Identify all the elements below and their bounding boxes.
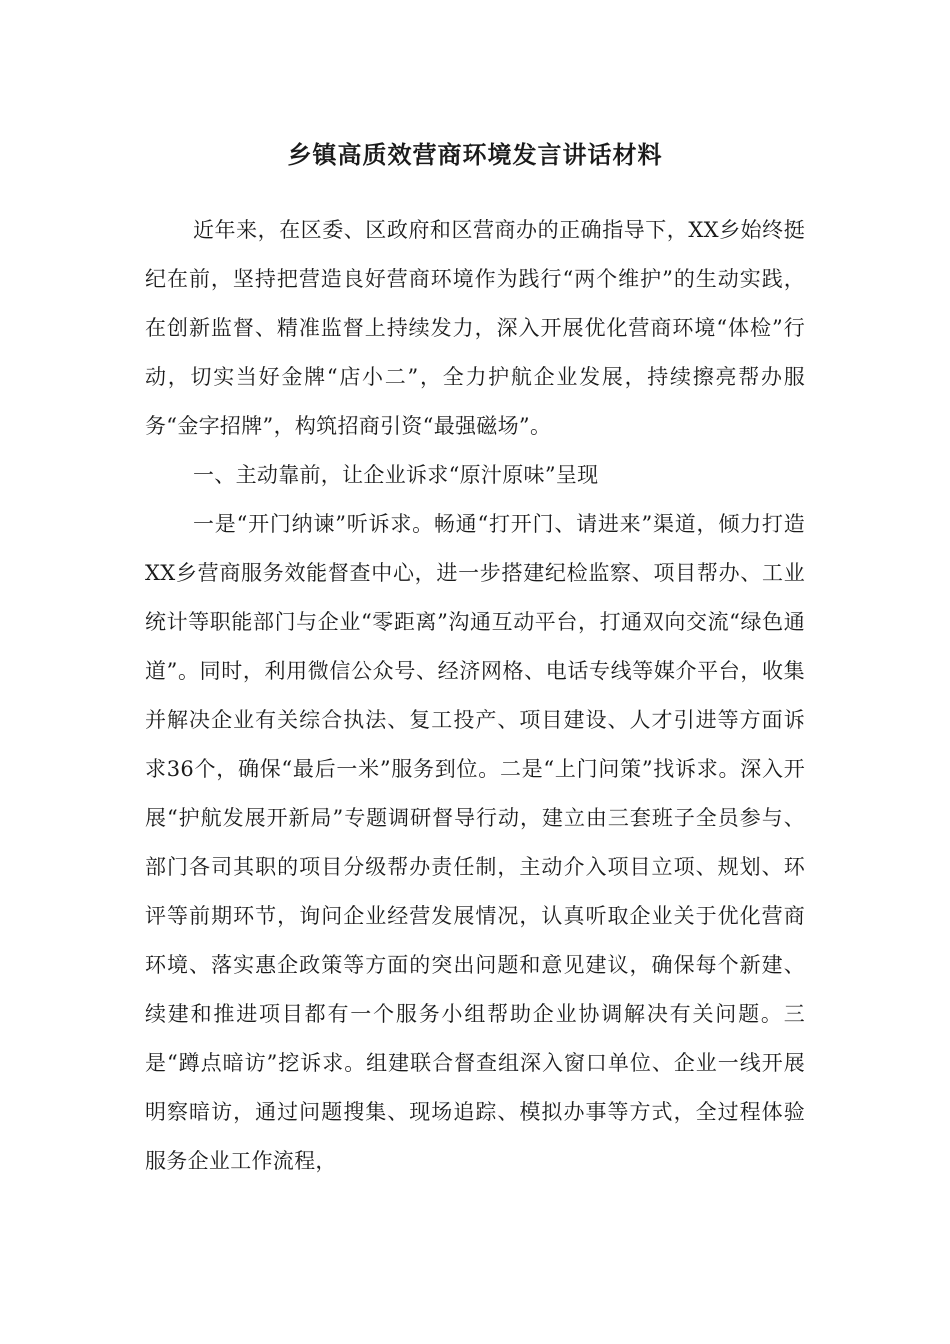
intro-paragraph: 近年来，在区委、区政府和区营商办的正确指导下，XX乡始终挺纪在前，坚持把营造良好营商环境作为践行“两个维护”的生动实践，在创新监督、精准监督上持续发力，深入开展优化营商环境“体检”行动，切实当好金牌“店小二”，全力护航企业发展，持续擦亮帮办服务“金字招牌”，构筑招商引资“最强磁场”。 bbox=[145, 218, 805, 438]
page-title: 乡镇高质效营商环境发言讲话材料 bbox=[287, 140, 663, 169]
section-heading: 一、主动靠前，让企业诉求“原汁原味”呈现 bbox=[193, 463, 599, 487]
body-paragraph: 一是“开门纳谏”听诉求。畅通“打开门、请进来”渠道，倾力打造XX乡营商服务效能督查中心，进一步搭建纪检监察、项目帮办、工业统计等职能部门与企业“零距离”沟通互动平台，打通双向交流“绿色通道”。同时，利用微信公众号、经济网格、电话专线等媒介平台，收集并解决企业有关综合执法、复工投产、项目建设、人才引进等方面诉求36个，确保“最后一米”服务到位。二是“上门问策”找诉求。深入开展“护航发展开新局”专题调研督导行动，建立由三套班子全员参与、部门各司其职的项目分级帮办责任制，主动介入项目立项、规划、环评等前期环节，询问企业经营发展情况，认真听取企业关于优化营商环境、落实惠企政策等方面的突出问题和意见建议，确保每个新建、续建和推进项目都有一个服务小组帮助企业协调解决有关问题。三是“蹲点暗访”挖诉求。组建联合督查组深入窗口单位、企业一线开展明察暗访，通过问题搜集、现场追踪、模拟办事等方式，全过程体验服务企业工作流程， bbox=[145, 512, 805, 1173]
document-body bbox=[145, 206, 805, 1186]
